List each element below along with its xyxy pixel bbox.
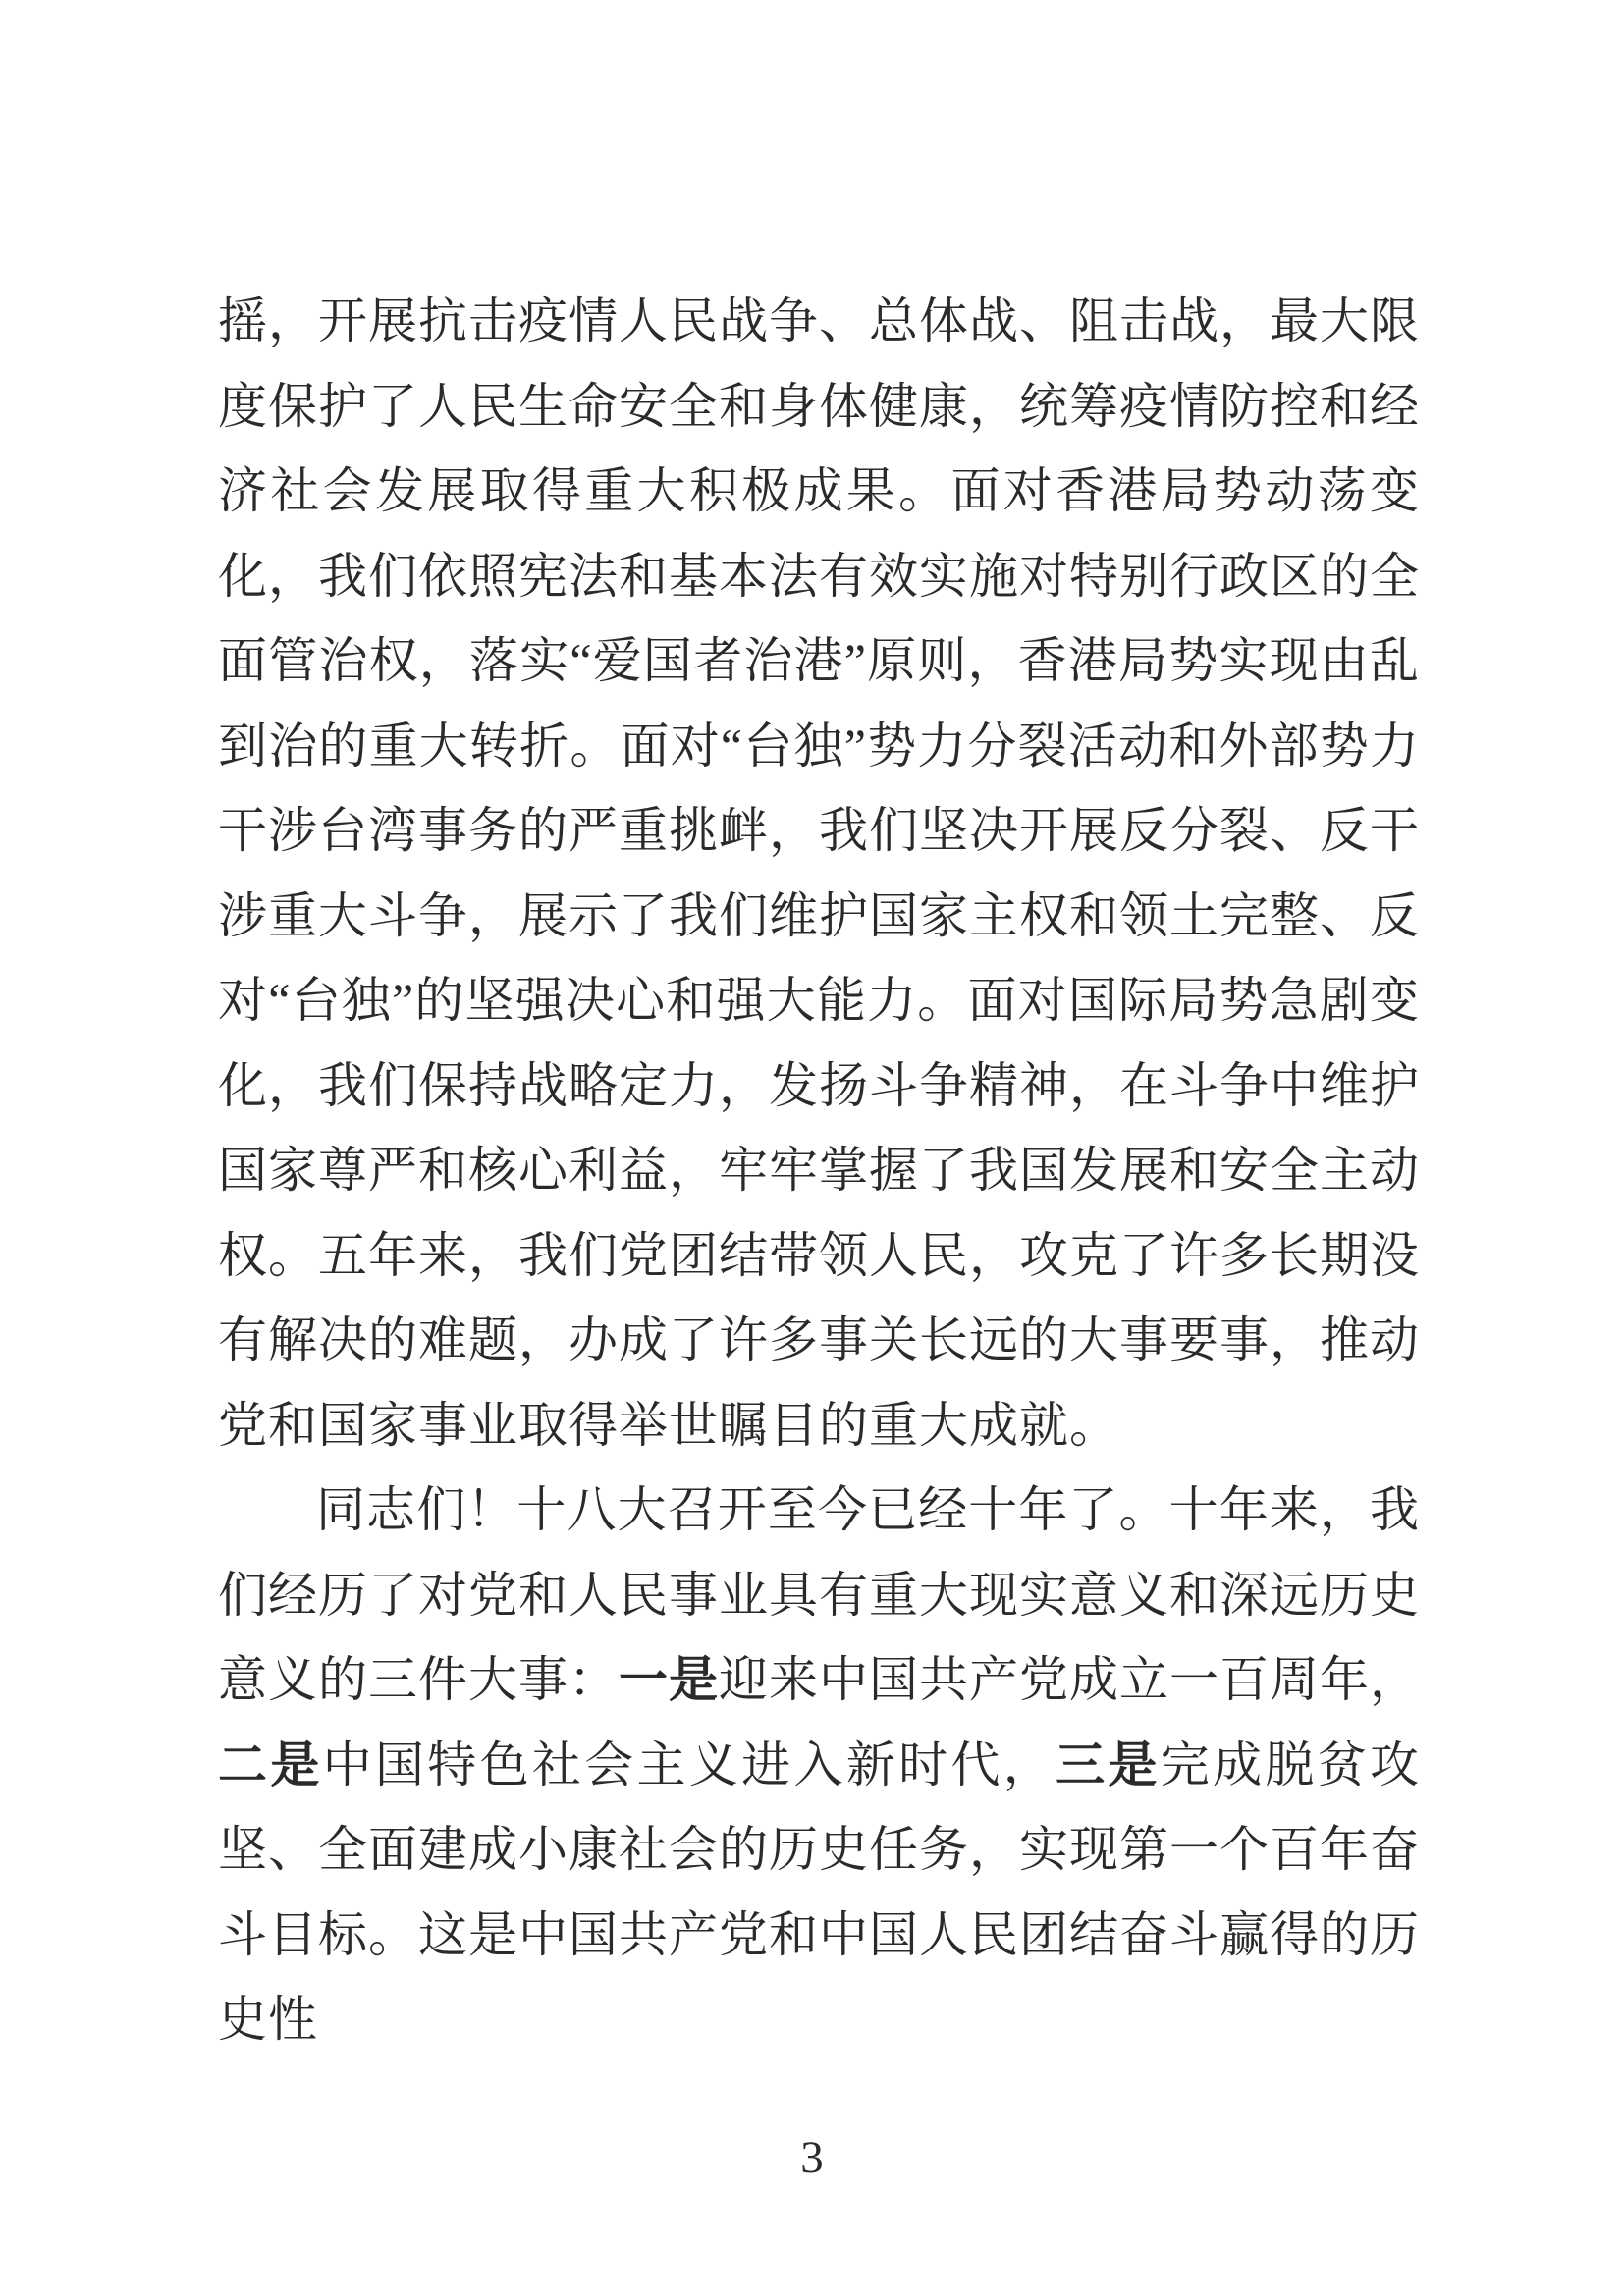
text-run: 中国特色社会主义进入新时代， (322, 1736, 1056, 1792)
document-body (218, 279, 1420, 2062)
paragraph (218, 279, 1420, 1468)
emphasis-run: 二是 (218, 1736, 323, 1792)
paragraph (218, 1468, 1420, 2062)
text-run: 迎来中国共产党成立一百周年， (719, 1652, 1420, 1707)
text-run: 完成脱贫攻坚、全面建成小康社会的历史任务，实现第一个百年奋斗目标。这是中国共产党和中国人民团结奋斗赢得的历史性 (218, 1736, 1421, 2047)
page-number: 3 (800, 2132, 824, 2183)
text-run: 同志们！十八大召开至今已经十年了。十年来，我们经历了对党和人民事业具有重大现实意义和深远历史意义的三件大事： (218, 1482, 1420, 1707)
emphasis-run: 一是 (619, 1652, 719, 1707)
text-run: 摇，开展抗击疫情人民战争、总体战、阻击战，最大限度保护了人民生命安全和身体健康，统筹疫情防控和经济社会发展取得重大积极成果。面对香港局势动荡变化，我们依照宪法和基本法有效实施对特别行政区的全面管治权，落实“爱国者治港”原则，香港局势实现由乱到治的重大转折。面对“台独”势力分裂活动和外部势力干涉台湾事务的严重挑衅，我们坚决开展反分裂、反干涉重大斗争，展示了我们维护国家主权和领土完整、反对“台独”的坚强决心和强大能力。面对国际局势急剧变化，我们保持战略定力，发扬斗争精神，在斗争中维护国家尊严和核心利益，牢牢掌握了我国发展和安全主动权。五年来，我们党团结带领人民，攻克了许多长期没有解决的难题，办成了许多事关长远的大事要事，推动党和国家事业取得举世瞩目的重大成就。 (218, 294, 1420, 1453)
emphasis-run: 三是 (1056, 1736, 1161, 1792)
